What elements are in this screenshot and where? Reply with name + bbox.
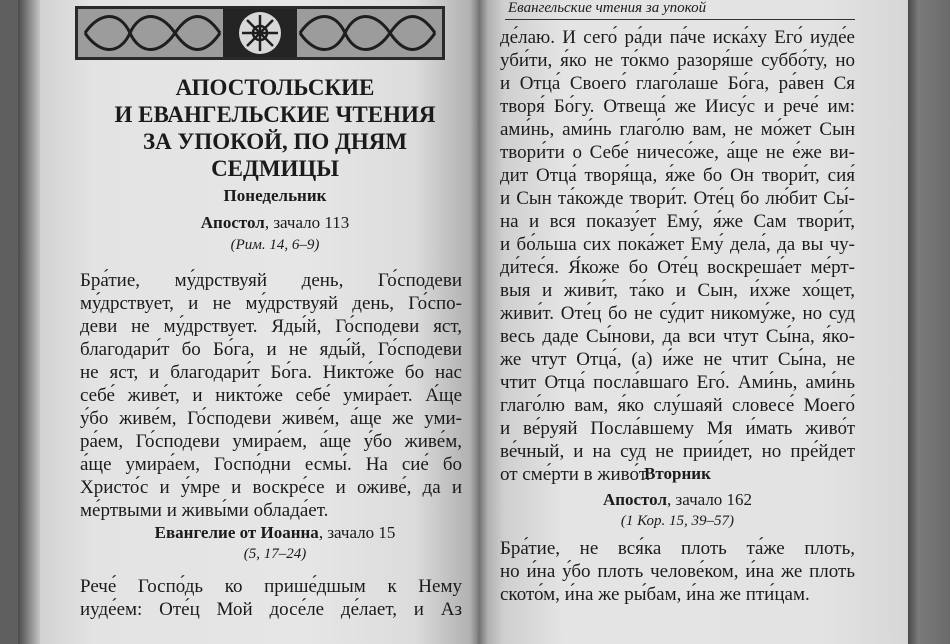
text-line: творя́ Бо́гу. Отвеща́ же Иису́с и рече́ им: [500,96,855,117]
text-line: не яст, и благодари́т Бо́га. Никто́же бо нас [80,362,462,383]
text-line: ве́чный, и на суд не прии́дет, но пре́йдет [500,441,855,462]
text-line: на и вся показу́ет Ему́, я́же Сам твори́т, [500,211,855,232]
running-head: Евангельские чтения за упокой [508,0,707,16]
running-head-rule [505,19,855,20]
text-line: му́дрствует, и не му́дрствуяй день, Го́спо- [80,293,462,314]
book-edge-left [18,0,42,644]
text-line: но и́на у́бо плоть челове́ком, и́на же плоть [500,561,855,582]
gospel-reading-heading [85,523,465,543]
headpiece-ornament [75,6,445,60]
text-line: глаго́лю вам, я́ко слу́шаяй словесе́ Моего́ [500,395,855,416]
text-line: и бо́льша сих пока́жет Ему́ дела́, да вы чу- [500,234,855,255]
text-line: иуде́ем: Оте́ц Мой досе́ле де́лает, и Аз [80,599,462,620]
apostle-reference: (Рим. 14, 6–9) [230,237,320,253]
reading-name: Апостол [602,490,667,509]
text-line: Бра́тие, му́дрствуяй день, Го́сподеви [80,270,462,291]
book-edge-right [905,0,950,644]
text-line: живи́т. Оте́ц бо не су́дит никому́же, но суд [500,303,855,324]
reading-zachalo: , зачало 162 [667,490,753,509]
apostle-reading-heading-tuesday [500,490,855,510]
text-line: чтит Отца́ посла́вшаго Его́. Ами́нь, ами́нь [500,372,855,393]
text-line: у́бо живе́м, Го́сподеви живе́м, а́ще же уми- [80,408,462,429]
text-line: и Отца́ Своего́ глаго́лаше Бо́га, ра́вен Ся [500,73,855,94]
text-line: весь даде Сы́нови, да вси чтут Сы́на, я́ко- [500,326,855,347]
text-line: твори́ти о Себе́ ничесо́же, а́ще не е́же ви- [500,142,855,163]
text-line: ското́м, и́на же ры́бам, и́на же пти́цам. [500,584,810,605]
text-line: уби́ти, я́ко не то́кмо разоря́ше суббо́ту, но [500,50,855,71]
text-line: же чтут Отца́, (а) и́же не чтит Сы́на, не [500,349,855,370]
text-line: а́ще умира́ем, Госпо́дни есмы́. На сие́ бо [80,454,462,475]
text-line: себе́ живе́т, и никто́же себе́ умира́ет. А́ще [80,385,462,406]
text-line: Бра́тие, не вся́ка плоть та́же плоть, [500,538,855,559]
text-line: ди́тес́я. Я́коже бо Оте́ц воскреша́ет ме́рт- [500,257,855,278]
text-line: выя и живи́т, та́ко и Сын, и́хже хо́щет, [500,280,855,301]
text-line: Христо́с и у́мре и воскре́се и оживе́, да и [80,477,462,498]
reading-name: Евангелие от Иоанна [154,523,319,542]
apostle-reference-tuesday: (1 Кор. 15, 39–57) [620,513,735,529]
text-line: дит Отца́ творя́ща, я́же бо Он твори́т, сия́ [500,165,855,186]
text-line: Рече́ Госпо́дь ко прише́дшым к Нему [80,576,462,597]
text-line: ами́нь, ами́нь глаго́лю вам, не мо́жет Сын [500,119,855,140]
reading-zachalo: , зачало 15 [318,523,396,542]
apostle-reading-heading [85,213,465,233]
text-line: ра́ем, Го́сподеви умира́ем, а́ще у́бо живе́м, [80,431,462,452]
text-line: де́лаю. И сего́ ра́ди па́че иска́ху Его́ иуде́е [500,27,855,48]
title-line: СЕДМИЦЫ [211,156,339,181]
day-heading-monday: Понедельник [223,186,327,205]
title-line: АПОСТОЛЬСКИЕ [175,75,375,100]
reading-zachalo: , зачало 113 [264,213,350,232]
gospel-reference: (5, 17–24) [243,546,307,562]
text-line: и ве́руяй Посла́вшему Мя и́мать живо́т [500,418,855,439]
text-line: ме́ртвыми и живы́ми облада́ет. [80,500,329,521]
section-title [85,74,465,182]
day-heading-tuesday: Вторник [644,464,711,483]
reading-name: Апостол [200,213,265,232]
text-line: деви не му́дрствует. Яды́й, Го́сподеви яст, [80,316,462,337]
text-line: и Сын та́кожде твори́т. Оте́ц бо лю́бит Сы́- [500,188,855,209]
title-line: И ЕВАНГЕЛЬСКИЕ ЧТЕНИЯ [114,102,436,127]
title-line: ЗА УПОКОЙ, ПО ДНЯМ [142,129,408,154]
book-gutter [470,0,488,644]
text-line: от сме́рти в живо́т. [500,464,651,485]
text-line: благодари́т бо Бо́га, и не яды́й, Го́сподеви [80,339,462,360]
